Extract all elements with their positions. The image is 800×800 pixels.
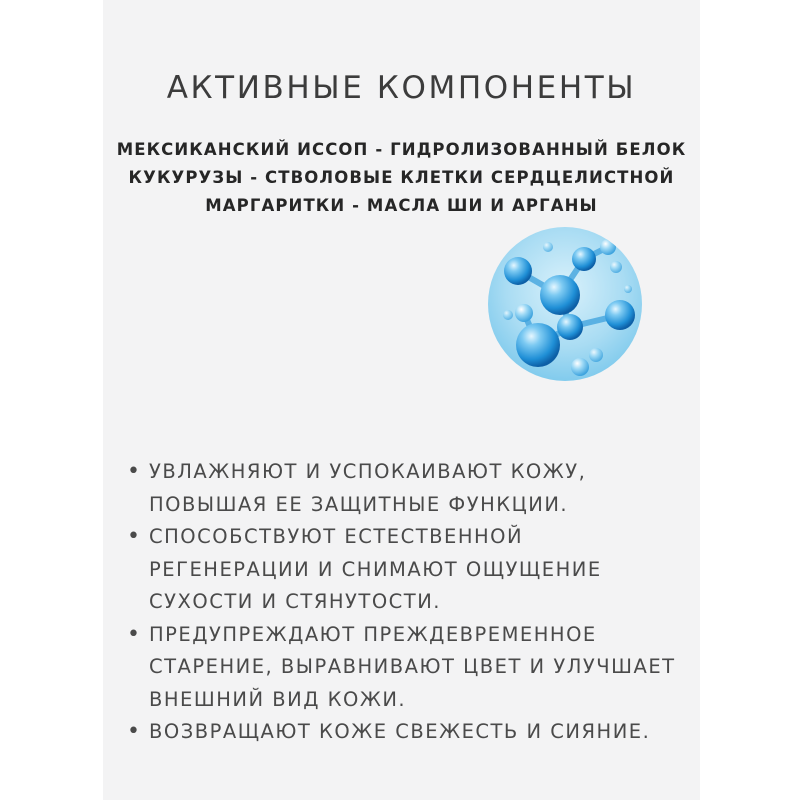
list-item [126, 716, 706, 749]
benefit-line: СТАРЕНИЕ, ВЫРАВНИВАЮТ ЦВЕТ И УЛУЧШАЕТ [149, 655, 676, 678]
ingredients-line: МЕКСИКАНСКИЙ ИССОП - ГИДРОЛИЗОВАННЫЙ БЕЛОК [116, 140, 687, 159]
benefit-line: ПРЕДУПРЕЖДАЮТ ПРЕЖДЕВРЕМЕННОЕ [149, 622, 597, 646]
benefit-line: ВНЕШНИЙ ВИД КОЖИ. [149, 687, 407, 711]
benefit-line: СУХОСТИ И СТЯНУТОСТИ. [149, 590, 441, 613]
benefit-line: РЕГЕНЕРАЦИИ И СНИМАЮТ ОЩУЩЕНИЕ [149, 557, 602, 581]
ingredients-line: МАРГАРИТКИ - МАСЛА ШИ И АРГАНЫ [205, 196, 598, 215]
ingredients-text [103, 136, 700, 220]
bullet-icon: • [127, 459, 142, 484]
page-title: АКТИВНЫЕ КОМПОНЕНТЫ [166, 70, 637, 106]
molecule-illustration [488, 227, 642, 381]
bullet-icon: • [127, 524, 142, 549]
benefit-line: СПОСОБСТВУЮТ ЕСТЕСТВЕННОЙ [149, 525, 524, 548]
bullet-icon: • [127, 621, 142, 647]
list-item [126, 619, 706, 717]
bullet-icon: • [127, 719, 142, 744]
benefits-list [126, 456, 706, 749]
ingredients-line: КУКУРУЗЫ - СТВОЛОВЫЕ КЛЕТКИ СЕРДЦЕЛИСТНОЙ [128, 168, 675, 187]
list-item [126, 456, 706, 521]
benefit-line: ВОЗВРАЩАЮТ КОЖЕ СВЕЖЕСТЬ И СИЯНИЕ. [149, 720, 651, 743]
molecule-icon [488, 227, 642, 381]
benefit-line: УВЛАЖНЯЮТ И УСПОКАИВАЮТ КОЖУ, [149, 460, 587, 483]
list-item [126, 521, 706, 619]
benefit-line: ПОВЫШАЯ ЕЕ ЗАЩИТНЫЕ ФУНКЦИИ. [149, 492, 569, 516]
